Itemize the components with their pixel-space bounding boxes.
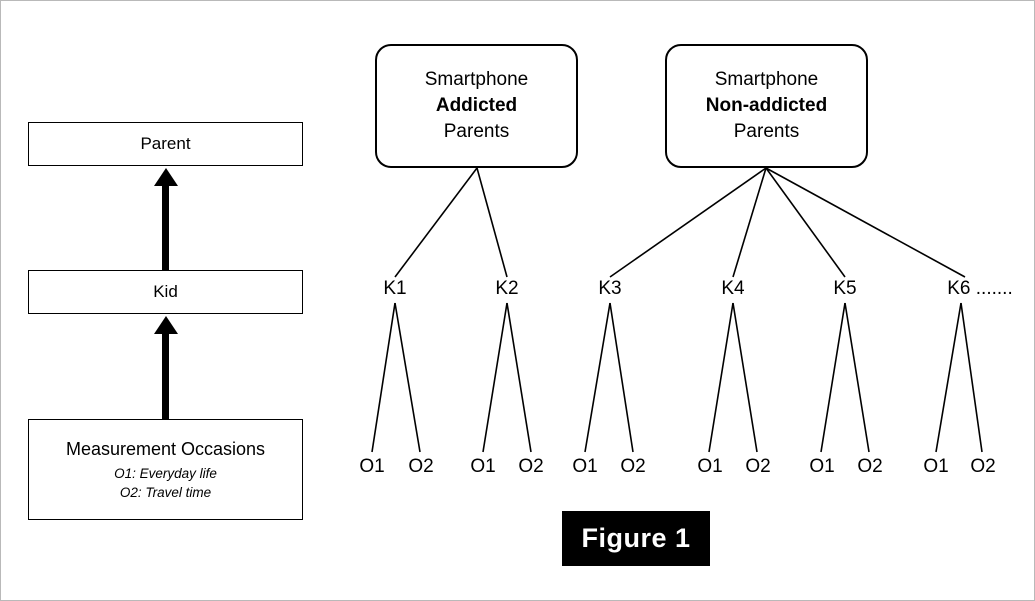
- arrow-measurement-to-kid-shaft: [162, 334, 169, 419]
- group-box-nonaddicted-parents: [665, 44, 868, 168]
- kid-node-k5: K5: [833, 278, 857, 299]
- level-box-kid-label: Kid: [153, 282, 178, 301]
- level-box-measurement-label: Measurement Occasions: [65, 438, 266, 459]
- kid-node-k1: K1: [383, 278, 407, 299]
- occasion-k1-o2: O2: [408, 456, 434, 477]
- measurement-occasion-1-label: O1: Everyday life: [114, 465, 217, 481]
- kid-node-k3: K3: [598, 278, 622, 299]
- level-box-parent: [28, 122, 303, 166]
- occasion-k5-o2: O2: [857, 456, 883, 477]
- group-nonaddicted-line3: Parents: [733, 121, 800, 142]
- arrow-kid-to-parent-head: [154, 168, 178, 186]
- level-box-parent-label: Parent: [140, 134, 191, 153]
- occasion-k2-o2: O2: [518, 456, 544, 477]
- group-box-addicted-parents: [375, 44, 578, 168]
- group-nonaddicted-line1: Smartphone: [714, 69, 819, 90]
- occasion-k4-o1: O1: [697, 456, 723, 477]
- occasion-k3-o1: O1: [572, 456, 598, 477]
- group-addicted-line1: Smartphone: [424, 69, 529, 90]
- level-box-kid: [28, 270, 303, 314]
- occasion-k6-o1: O1: [923, 456, 949, 477]
- occasion-k3-o2: O2: [620, 456, 646, 477]
- group-nonaddicted-line2: Non-addicted: [705, 95, 828, 116]
- occasion-k5-o1: O1: [809, 456, 835, 477]
- group-addicted-line2: Addicted: [435, 95, 518, 116]
- measurement-occasion-2-label: O2: Travel time: [119, 484, 212, 500]
- occasion-k1-o1: O1: [359, 456, 385, 477]
- occasion-k6-o2: O2: [970, 456, 996, 477]
- figure-caption: Figure 1: [562, 511, 710, 566]
- kid-node-k2: K2: [495, 278, 519, 299]
- arrow-kid-to-parent-shaft: [162, 186, 169, 270]
- kid-node-k4: K4: [721, 278, 745, 299]
- arrow-measurement-to-kid-head: [154, 316, 178, 334]
- occasion-k4-o2: O2: [745, 456, 771, 477]
- group-addicted-line3: Parents: [443, 121, 510, 142]
- occasion-k2-o1: O1: [470, 456, 496, 477]
- kid-node-k6: K6 .......: [947, 278, 1013, 299]
- level-box-measurement-occasions: [28, 419, 303, 520]
